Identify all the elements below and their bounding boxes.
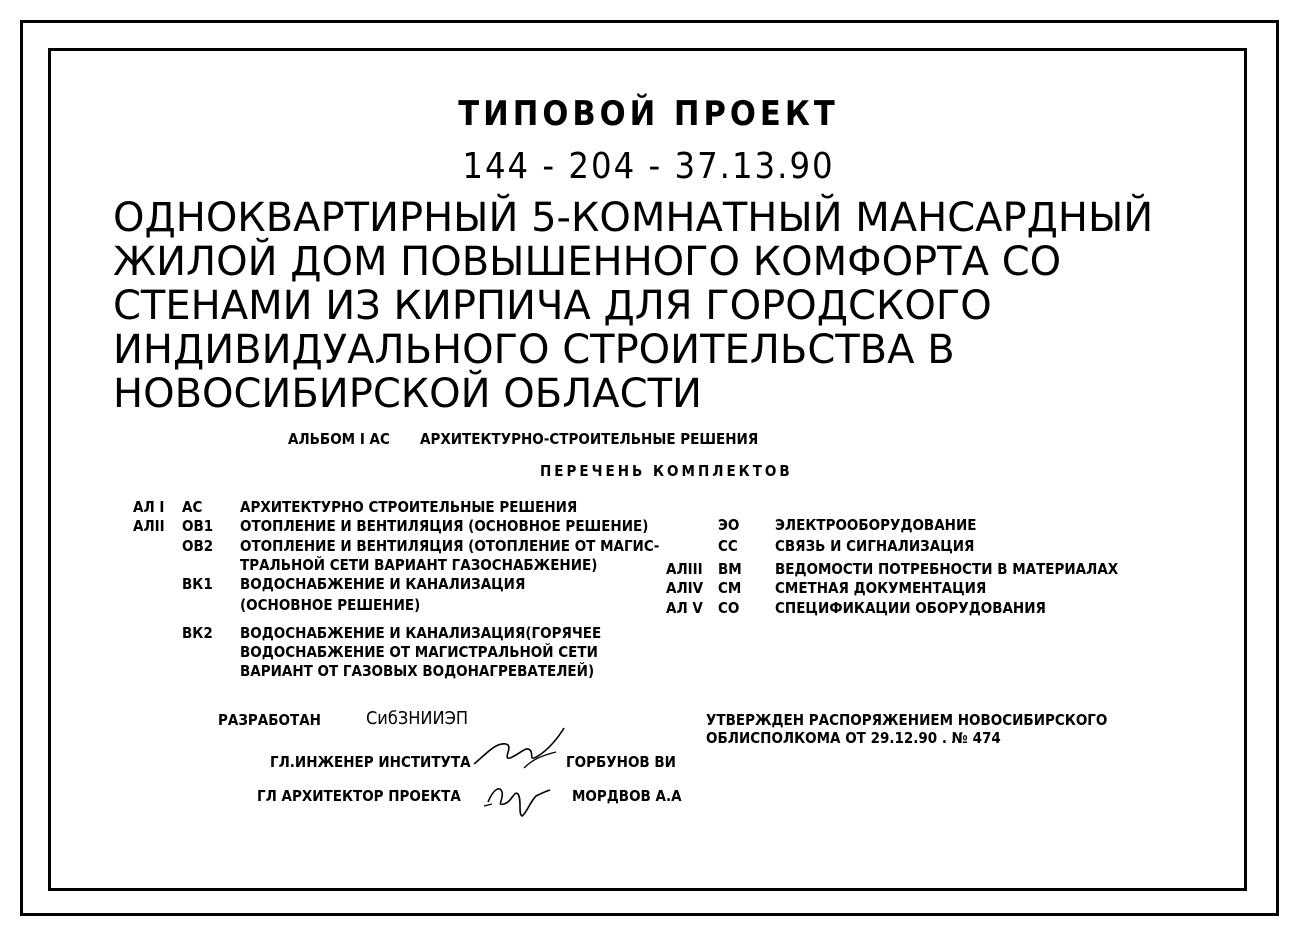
set-title: СВЯЗЬ И СИГНАЛИЗАЦИЯ	[775, 537, 975, 555]
staff-role: ГЛ.ИНЖЕНЕР ИНСТИТУТА	[270, 753, 471, 771]
set-code: АС	[182, 498, 203, 516]
set-code: ВК2	[182, 624, 213, 642]
document-title: ТИПОВОЙ ПРОЕКТ	[458, 94, 839, 134]
project-code: 144 - 204 - 37.13.90	[462, 146, 835, 187]
album-code: АЛ V	[666, 599, 703, 617]
set-code: ОВ2	[182, 537, 214, 555]
album-label: АЛЬБОМ I АС	[288, 430, 390, 448]
sets-heading: ПЕРЕЧЕНЬ КОМПЛЕКТОВ	[540, 462, 793, 480]
set-code: ОВ1	[182, 517, 214, 535]
signature-chief-engineer	[466, 724, 576, 774]
set-code: ВК1	[182, 575, 213, 593]
album-title: АРХИТЕКТУРНО-СТРОИТЕЛЬНЫЕ РЕШЕНИЯ	[420, 430, 759, 448]
set-code: СС	[718, 537, 738, 555]
staff-role: ГЛ АРХИТЕКТОР ПРОЕКТА	[257, 787, 461, 805]
set-title: ВЕДОМОСТИ ПОТРЕБНОСТИ В МАТЕРИАЛАХ	[775, 560, 1119, 578]
staff-name: МОРДВОВ А.А	[572, 787, 682, 805]
set-title: СПЕЦИФИКАЦИИ ОБОРУДОВАНИЯ	[775, 599, 1046, 617]
set-title: АРХИТЕКТУРНО СТРОИТЕЛЬНЫЕ РЕШЕНИЯ	[240, 498, 578, 516]
set-title: ОТОПЛЕНИЕ И ВЕНТИЛЯЦИЯ (ОТОПЛЕНИЕ ОТ МАГИС-	[240, 537, 660, 555]
approval-line-2: ОБЛИСПОЛКОМА ОТ 29.12.90 . № 474	[706, 729, 1001, 747]
set-title: ТРАЛЬНОЙ СЕТИ ВАРИАНТ ГАЗОСНАБЖЕНИЕ)	[240, 556, 598, 574]
set-title: ВАРИАНТ ОТ ГАЗОВЫХ ВОДОНАГРЕВАТЕЛЕЙ)	[240, 662, 595, 680]
project-name-line-4: ИНДИВИДУАЛЬНОГО СТРОИТЕЛЬСТВА В	[113, 327, 955, 373]
set-title: (ОСНОВНОЕ РЕШЕНИЕ)	[240, 596, 421, 614]
project-name-line-2: ЖИЛОЙ ДОМ ПОВЫШЕННОГО КОМФОРТА СО	[113, 239, 1062, 285]
project-name-line-1: ОДНОКВАРТИРНЫЙ 5-КОМНАТНЫЙ МАНСАРДНЫЙ	[113, 195, 1154, 241]
project-name-line-3: СТЕНАМИ ИЗ КИРПИЧА ДЛЯ ГОРОДСКОГО	[113, 283, 992, 329]
set-title: ВОДОСНАБЖЕНИЕ И КАНАЛИЗАЦИЯ	[240, 575, 526, 593]
set-code: ВМ	[718, 560, 742, 578]
approval-line-1: УТВЕРЖДЕН РАСПОРЯЖЕНИЕМ НОВОСИБИРСКОГО	[706, 711, 1108, 729]
album-code: АЛ I	[133, 498, 165, 516]
set-title: ВОДОСНАБЖЕНИЕ ОТ МАГИСТРАЛЬНОЙ СЕТИ	[240, 643, 598, 661]
set-title: СМЕТНАЯ ДОКУМЕНТАЦИЯ	[775, 579, 987, 597]
album-code: АЛII	[133, 517, 165, 535]
developer-org: СибЗНИИЭП	[366, 708, 469, 729]
set-code: ЭО	[718, 516, 740, 534]
set-title: ЭЛЕКТРООБОРУДОВАНИЕ	[775, 516, 977, 534]
developed-label: РАЗРАБОТАН	[218, 711, 321, 729]
set-title: ОТОПЛЕНИЕ И ВЕНТИЛЯЦИЯ (ОСНОВНОЕ РЕШЕНИЕ)	[240, 517, 649, 535]
set-title: ВОДОСНАБЖЕНИЕ И КАНАЛИЗАЦИЯ(ГОРЯЧЕЕ	[240, 624, 602, 642]
staff-name: ГОРБУНОВ ВИ	[566, 753, 676, 771]
project-name-line-5: НОВОСИБИРСКОЙ ОБЛАСТИ	[113, 371, 702, 417]
album-code: АЛIII	[666, 560, 703, 578]
set-code: СМ	[718, 579, 742, 597]
set-code: СО	[718, 599, 740, 617]
signature-chief-architect	[478, 778, 558, 820]
album-code: АЛIV	[666, 579, 704, 597]
